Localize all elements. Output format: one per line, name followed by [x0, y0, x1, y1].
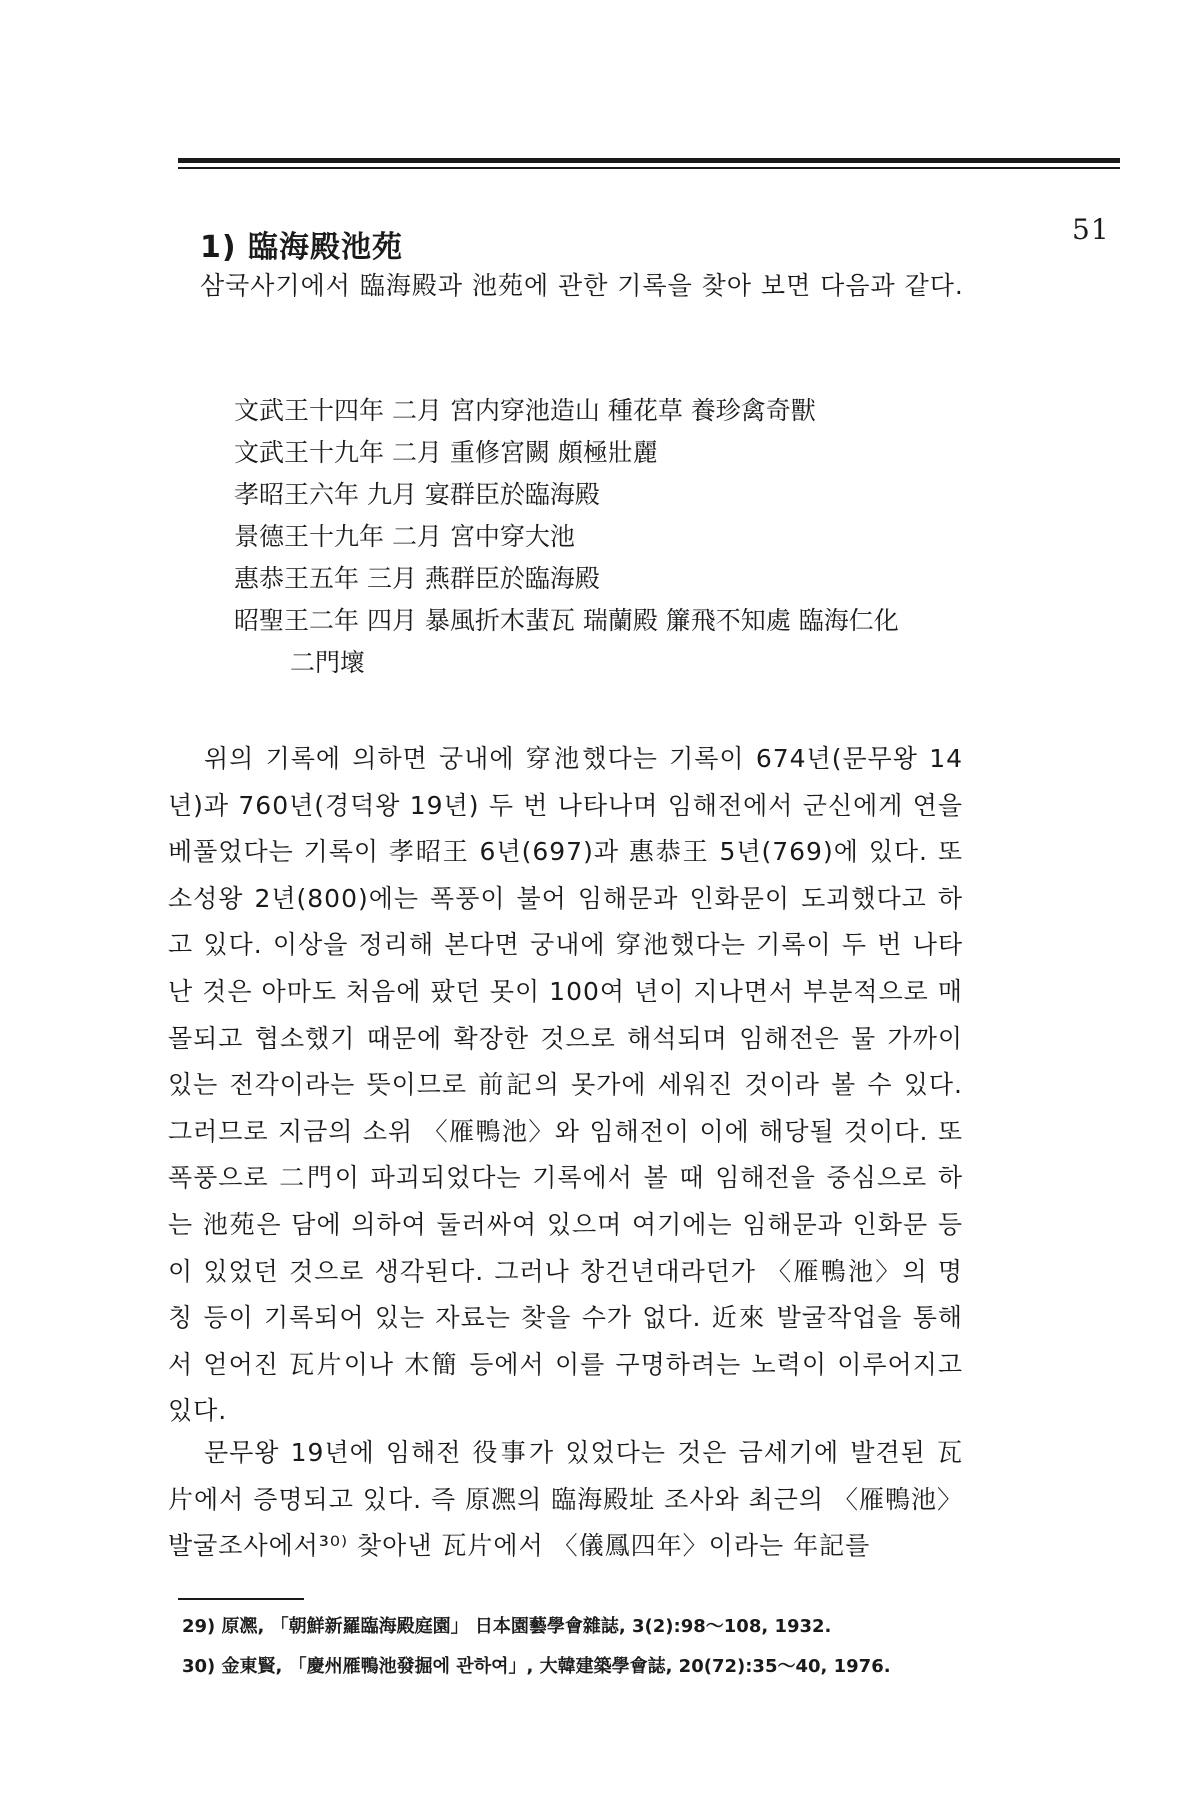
- quotation-line-continued: 二門壞: [290, 648, 366, 677]
- quotation-line: 孝昭王六年 九月 宴群臣於臨海殿: [234, 480, 600, 509]
- quotation-block: [234, 390, 1014, 684]
- body-paragraph-1: 위의 기록에 의하면 궁내에 穿池했다는 기록이 674년(문무왕 14년)과 760년(경덕왕 19년) 두 번 나타나며 임해전에서 군신에게 연을 베풀었다는 기록이 孝昭王 6년(697)과 惠恭王 5년(769)에 있다. 또 소성왕 2년(800)에는 폭풍이 불어 임해문과 인화문이 도괴했다고 하고 있다. 이상을 정리해 본다면 궁내에 穿池했다는 기록이 두 번 나타난 것은 아마도 처음에 팠던 못이 100여 년이 지나면서 부분적으로 매몰되고 협소했기 때문에 확장한 것으로 해석되며 임해전은 물 가까이 있는 전각이라는 뜻이므로 前記의 못가에 세워진 것이라 볼 수 있다. 그러므로 지금의 소위 〈雁鴨池〉와 임해전이 이에 해당될 것이다. 또 폭풍으로 二門이 파괴되었다는 기록에서 볼 때 임해전을 중심으로 하는 池苑은 담에 의하여 둘러싸여 있으며 여기에는 임해문과 인화문 등이 있었던 것으로 생각된다. 그러나 창건년대라던가 〈雁鴨池〉의 명칭 등이 기록되어 있는 자료는 찾을 수가 없다. 近來 발굴작업을 통해서 얻어진 瓦片이나 木簡 등에서 이를 구명하려는 노력이 이루어지고 있다.: [168, 744, 963, 1426]
- footnote-rule: [178, 1598, 304, 1600]
- body-paragraph-2: 문무왕 19년에 임해전 役事가 있었다는 것은 금세기에 발견된 瓦片에서 증명되고 있다. 즉 原凞의 臨海殿址 조사와 최근의 〈雁鴨池〉 발굴조사에서³⁰⁾ 찾아낸 瓦片에서 〈儀鳳四年〉이라는 年記를: [168, 1438, 963, 1561]
- footnote-29: 29) 原凞, 「朝鮮新羅臨海殿庭園」 日本園藝學會雜誌, 3(2):98～108, 1932.: [182, 1616, 832, 1637]
- footnote-30: 30) 金東賢, 「慶州雁鴨池發掘에 관하여」, 大韓建築學會誌, 20(72):35～40, 1976.: [182, 1656, 891, 1677]
- header-rule-thick: [178, 158, 1120, 163]
- quotation-line: 景德王十九年 二月 宮中穿大池: [234, 522, 575, 551]
- quotation-line: 文武王十九年 二月 重修宮闕 頗極壯麗: [234, 438, 658, 467]
- section-heading: 1) 臨海殿池苑: [200, 230, 404, 265]
- intro-paragraph: 삼국사기에서 臨海殿과 池苑에 관한 기록을 찾아 보면 다음과 같다.: [200, 271, 964, 300]
- header-rule-thin: [178, 167, 1120, 169]
- page-number: 51: [1072, 213, 1110, 246]
- quotation-line: 惠恭王五年 三月 燕群臣於臨海殿: [234, 564, 600, 593]
- quotation-line: 文武王十四年 二月 宮内穿池造山 種花草 養珍禽奇獸: [234, 396, 816, 425]
- quotation-line: 昭聖王二年 四月 暴風折木蜚瓦 瑞蘭殿 簾飛不知處 臨海仁化: [234, 606, 899, 635]
